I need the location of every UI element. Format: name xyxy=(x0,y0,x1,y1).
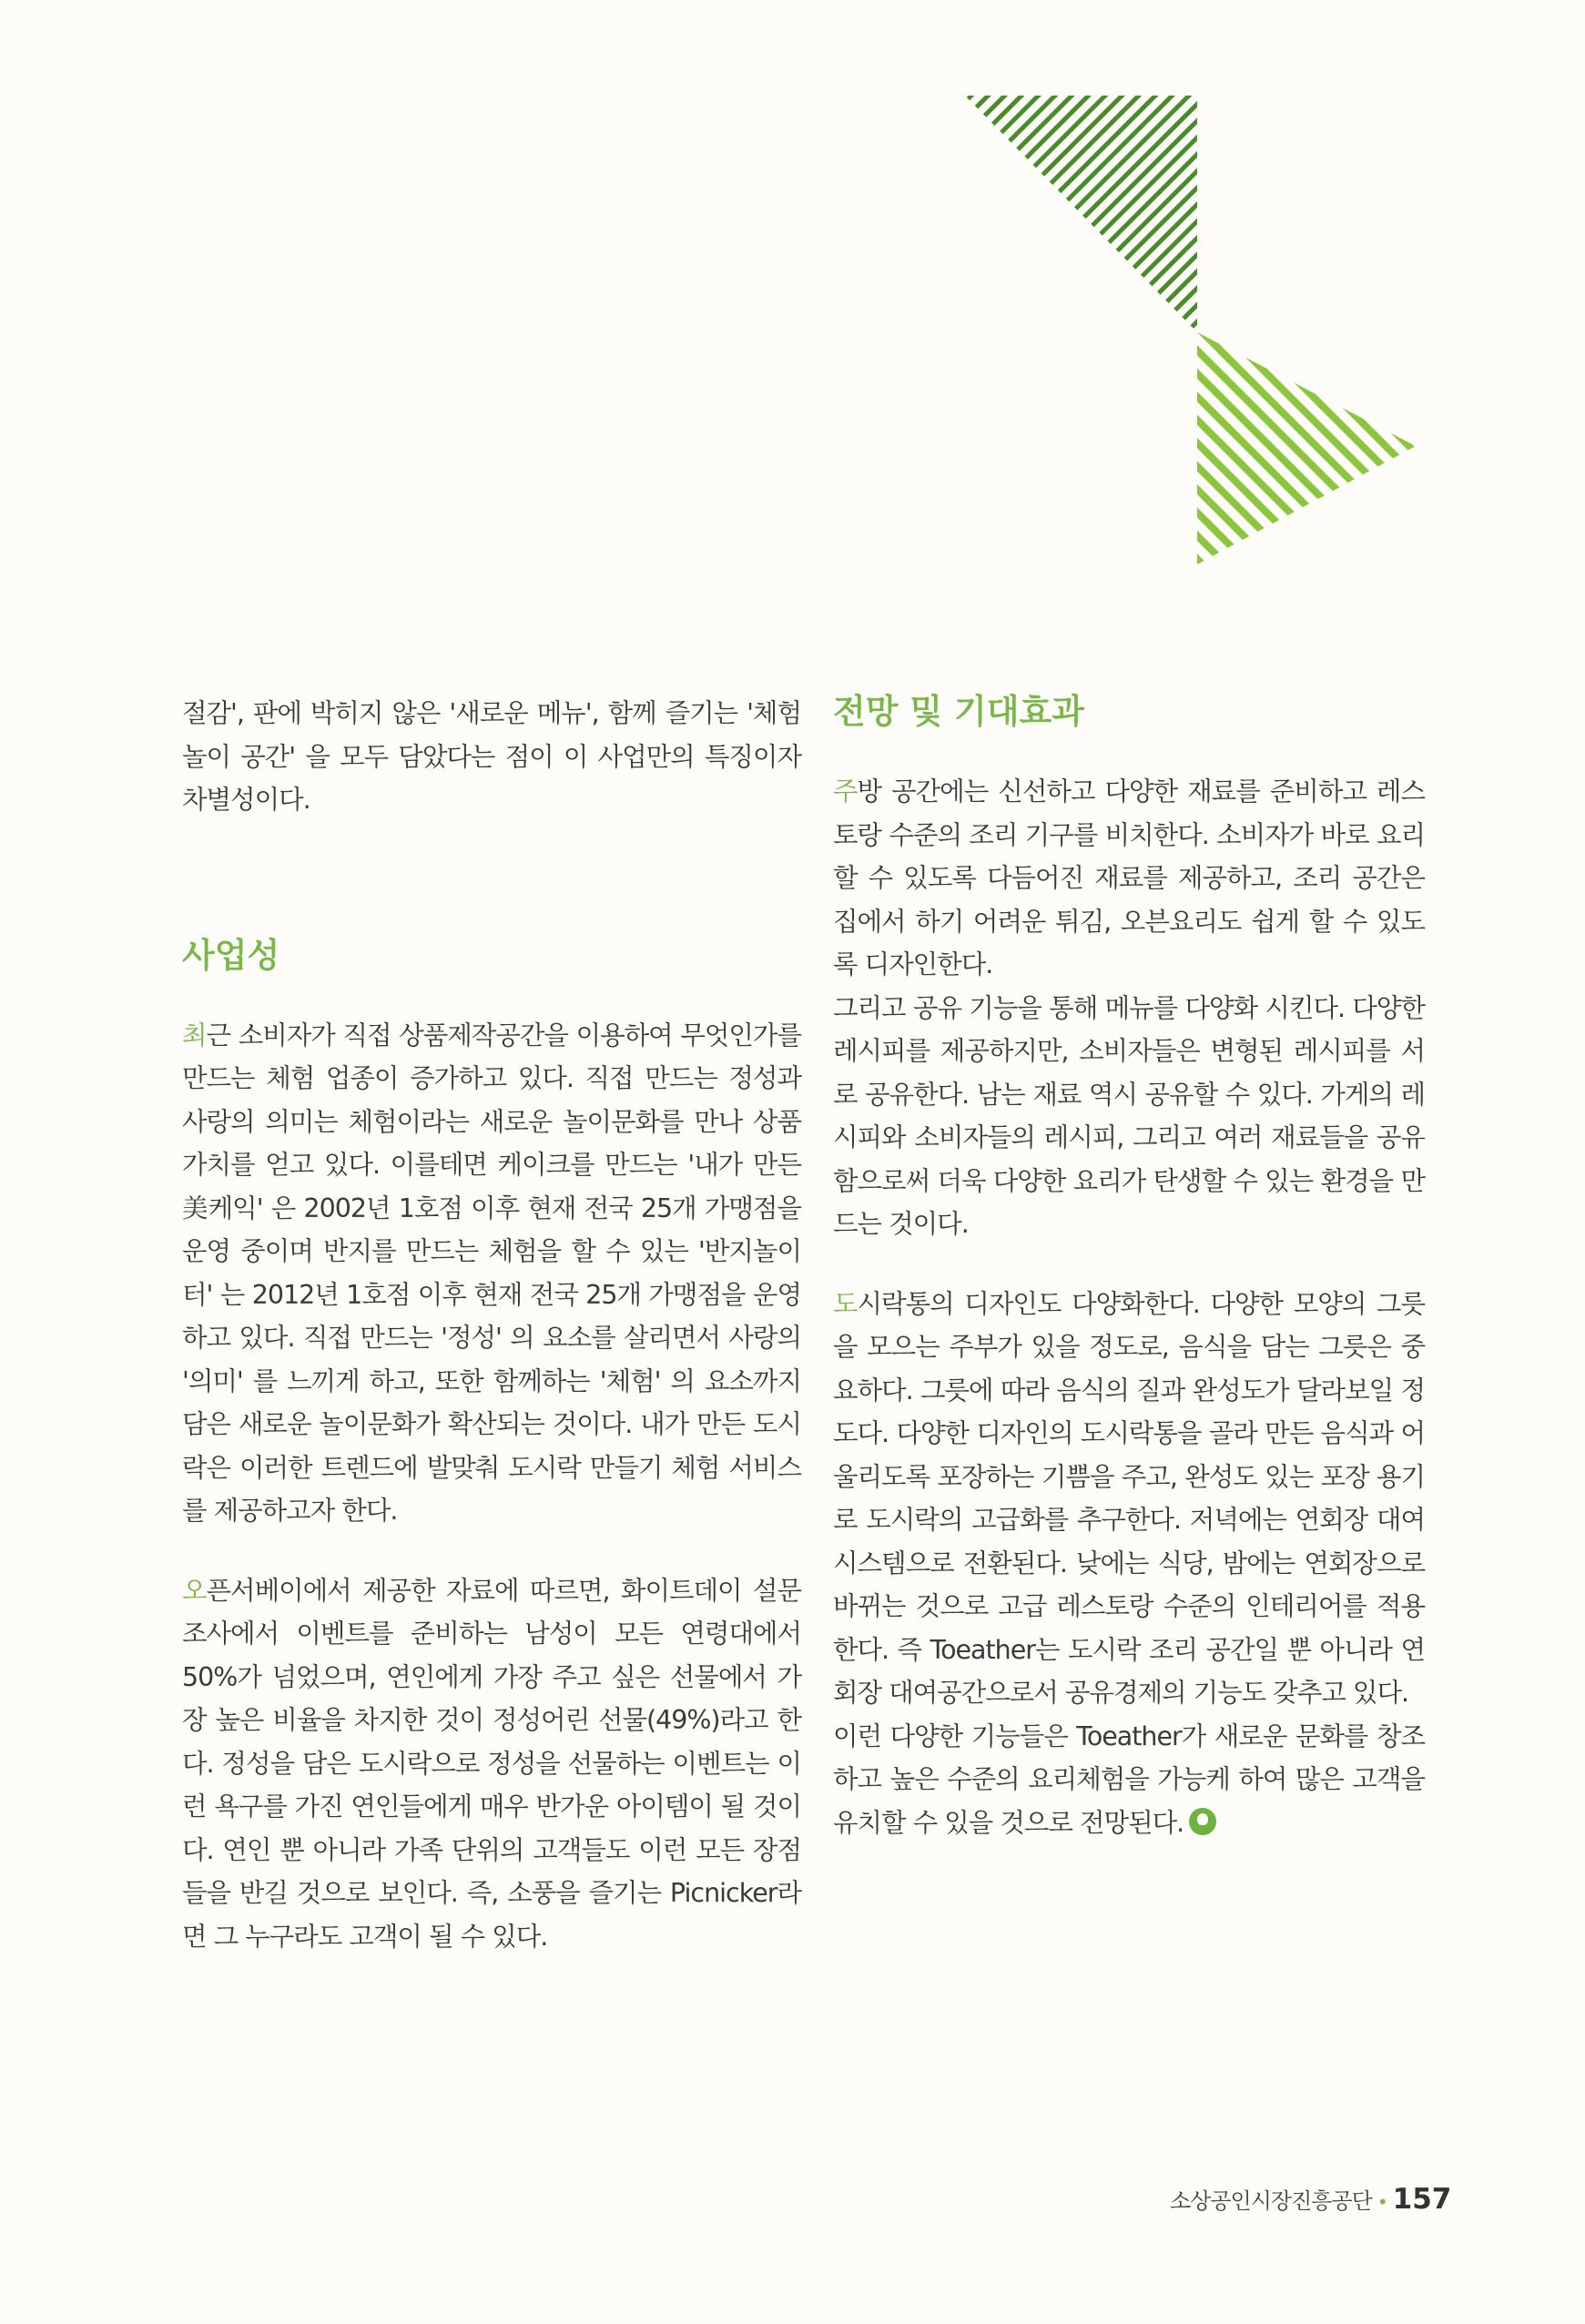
outlook-paragraph-4 xyxy=(833,1715,1425,1845)
lightbulb-icon xyxy=(1189,1808,1216,1835)
business-paragraph-1 xyxy=(182,1014,801,1533)
outlook-paragraph-1 xyxy=(833,770,1425,987)
outlook-paragraph-2: 그리고 공유 기능을 통해 메뉴를 다양화 시킨다. 다양한 레시피를 제공하지만, 소비자들은 변형된 레시피를 서로 공유한다. 남는 재료 역시 공유할 수 있다. 가게의 레시피와 소비자들의 레시피, 그리고 여러 재료들을 공유함으로써 더욱 다양한 요리가 탄생할 수 있는 환경을 만드는 것이다. xyxy=(833,992,1425,1240)
business-paragraph-2 xyxy=(182,1569,801,1959)
footer-separator: • xyxy=(1377,2191,1387,2213)
paragraph-text: 픈서베이에서 제공한 자료에 따르면, 화이트데이 설문조사에서 이벤트를 준비하는 남성이 모든 연령대에서 50%가 넘었으며, 연인에게 가장 주고 싶은 선물에서 가장 높은 비율을 차지한 것이 정성어린 선물(49%)라고 한다. 정성을 담은 도시락으로 정성을 선물하는 이벤트는 이런 욕구를 가진 연인들에게 매우 반가운 아이템이 될 것이다. 연인 뿐 아니라 가족 단위의 고객들도 이런 모든 장점들을 반길 것으로 보인다. 즉, 소풍을 즐기는 Picnicker라면 그 누구라도 고객이 될 수 있다. xyxy=(182,1575,801,1952)
right-column xyxy=(833,692,1425,1844)
drop-initial: 주 xyxy=(833,776,858,807)
publisher-name: 소상공인시장진흥공단 xyxy=(1170,2188,1372,2214)
outlook-paragraph-3 xyxy=(833,1283,1425,1715)
paragraph-text: 방 공간에는 신선하고 다양한 재료를 준비하고 레스토랑 수준의 조리 기구를 비치한다. 소비자가 바로 요리할 수 있도록 다듬어진 재료를 제공하고, 조리 공간은 집에서 하기 어려운 튀김, 오븐요리도 쉽게 할 수 있도록 디자인한다. xyxy=(833,776,1425,980)
section-heading-business: 사업성 xyxy=(182,935,280,975)
drop-initial: 도 xyxy=(833,1288,858,1319)
paragraph-text: 시락통의 디자인도 다양화한다. 다양한 모양의 그릇을 모으는 주부가 있을 정도로, 음식을 담는 그릇은 중요하다. 그릇에 따라 음식의 질과 완성도가 달라보일 정도다. 다양한 디자인의 도시락통을 골라 만든 음식과 어울리도록 포장하는 기쁨을 주고, 완성도 있는 포장 용기로 도시락의 고급화를 추구한다. 저녁에는 연회장 대여 시스템으로 전환된다. 낮에는 식당, 밤에는 연회장으로 바뀌는 것으로 고급 레스토랑 수준의 인테리어를 적용한다. 즉 Toeather는 도시락 조리 공간일 뿐 아니라 연회장 대여공간으로서 공유경제의 기능도 갖추고 있다. xyxy=(833,1288,1425,1709)
paragraph-text: 이런 다양한 기능들은 Toeather가 새로운 문화를 창조하고 높은 수준의 요리체험을 가능케 하여 많은 고객을 유치할 수 있을 것으로 전망된다. xyxy=(833,1720,1425,1838)
striped-triangle-top xyxy=(956,91,1429,573)
section-heading-outlook: 전망 및 기대효과 xyxy=(833,692,1084,731)
paragraph-text: 근 소비자가 직접 상품제작공간을 이용하여 무엇인가를 만드는 체험 업종이 증가하고 있다. 직접 만드는 정성과 사랑의 의미는 체험이라는 새로운 놀이문화를 만나 상품 가치를 얻고 있다. 이를테면 케이크를 만드는 '내가 만든 美케익' 은 2002년 1호점 이후 현재 전국 25개 가맹점을 운영 중이며 반지를 만드는 체험을 할 수 있는 '반지놀이터' 는 2012년 1호점 이후 현재 전국 25개 가맹점을 운영하고 있다. 직접 만드는 '정성' 의 요소를 살리면서 사랑의 '의미' 를 느끼게 하고, 또한 함께하는 '체험' 의 요소까지 담은 새로운 놀이문화가 확산되는 것이다. 내가 만든 도시락은 이러한 트렌드에 발맞춰 도시락 만들기 체험 서비스를 제공하고자 한다. xyxy=(182,1020,801,1527)
intro-paragraph: 절감', 판에 박히지 않은 '새로운 메뉴', 함께 즐기는 '체험 놀이 공간' 을 모두 담았다는 점이 이 사업만의 특징이자 차별성이다. xyxy=(182,698,801,815)
decorative-striped-triangles xyxy=(956,91,1429,573)
page-footer xyxy=(1170,2183,1451,2216)
drop-initial: 오 xyxy=(182,1575,207,1606)
left-column xyxy=(182,692,801,1958)
drop-initial: 최 xyxy=(182,1020,207,1050)
page-number: 157 xyxy=(1392,2183,1452,2216)
